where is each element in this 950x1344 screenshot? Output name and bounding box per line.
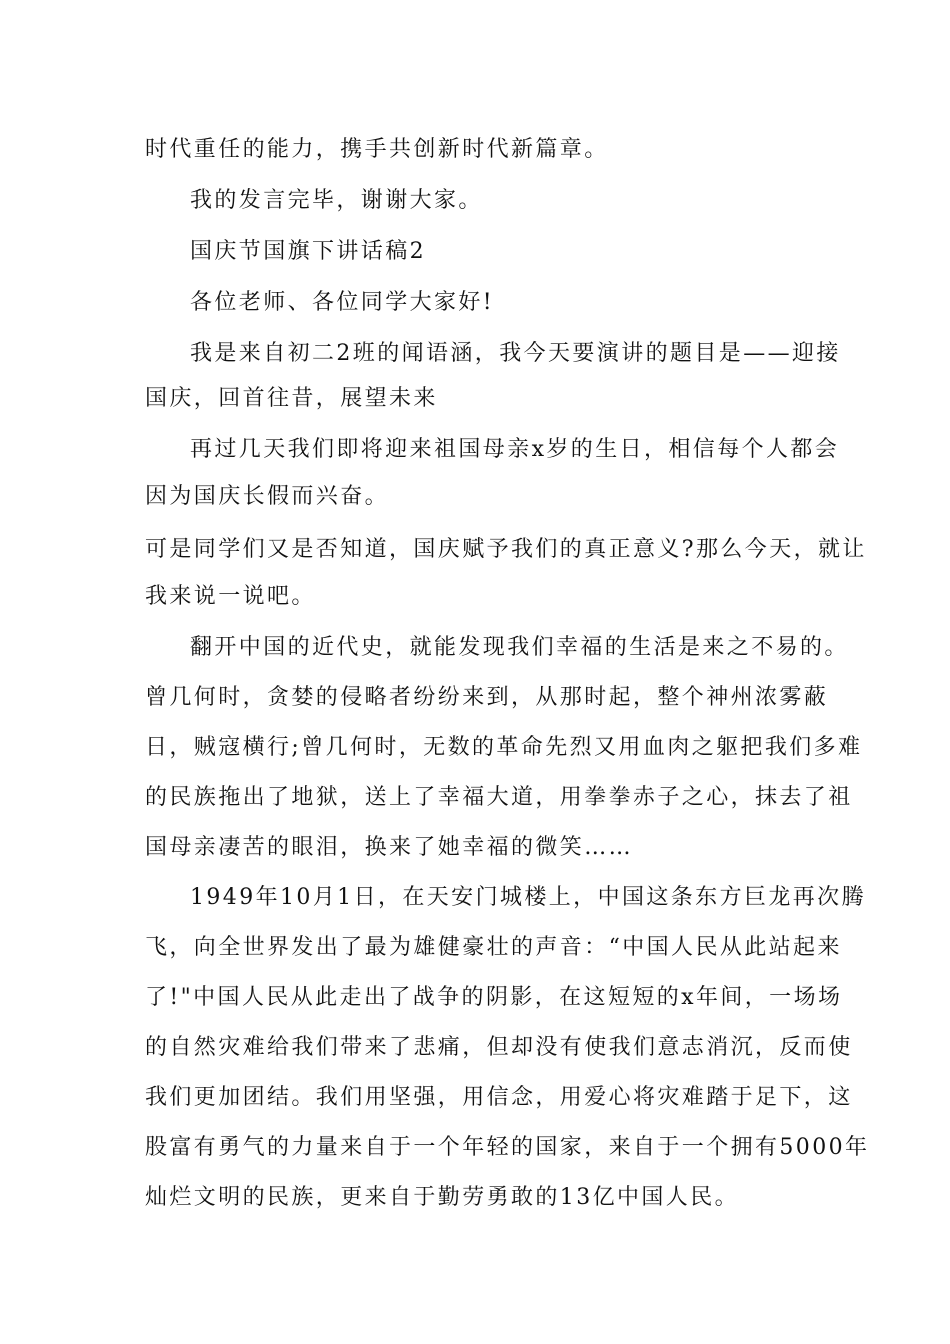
text-line: 的自然灾难给我们带来了悲痛，但却没有使我们意志消沉，反而使 (145, 1035, 853, 1060)
text-line: 灿烂文明的民族，更来自于勤劳勇敢的13亿中国人民。 (145, 1185, 739, 1210)
text-line: 的民族拖出了地狱，送上了幸福大道，用拳拳赤子之心，抹去了祖 (145, 785, 853, 810)
text-line: 各位老师、各位同学大家好! (190, 290, 495, 315)
text-line: 飞，向全世界发出了最为雄健豪壮的声音：“中国人民从此站起来 (145, 935, 842, 960)
text-line: 我来说一说吧。 (145, 584, 316, 609)
text-line: 1949年10月1日，在天安门城楼上，中国这条东方巨龙再次腾 (190, 885, 866, 910)
text-line: 我们更加团结。我们用坚强，用信念，用爱心将灾难踏于足下，这 (145, 1085, 853, 1110)
text-line: 我是来自初二2班的闻语涵，我今天要演讲的题目是——迎接 (190, 341, 841, 366)
text-line: 曾几何时，贪婪的侵略者纷纷来到，从那时起，整个神州浓雾蔽 (145, 685, 829, 710)
text-line: 日，贼寇横行;曾几何时，无数的革命先烈又用血肉之躯把我们多难 (145, 735, 863, 760)
text-line: 我的发言完毕，谢谢大家。 (190, 188, 483, 213)
text-line: 股富有勇气的力量来自于一个年轻的国家，来自于一个拥有5000年 (145, 1135, 870, 1160)
text-line: 了!"中国人民从此走出了战争的阴影，在这短短的x年间，一场场 (145, 985, 843, 1010)
text-line: 再过几天我们即将迎来祖国母亲x岁的生日，相信每个人都会 (190, 437, 840, 462)
text-line: 国庆，回首往昔，展望未来 (145, 386, 438, 411)
text-line: 时代重任的能力，携手共创新时代新篇章。 (145, 137, 609, 162)
text-line: 翻开中国的近代史，就能发现我们幸福的生活是来之不易的。 (190, 635, 849, 660)
text-line: 可是同学们又是否知道，国庆赋予我们的真正意义?那么今天，就让 (145, 537, 867, 562)
text-line: 国庆节国旗下讲话稿2 (190, 239, 426, 264)
text-line: 国母亲凄苦的眼泪，换来了她幸福的微笑…… (145, 835, 634, 860)
text-line: 因为国庆长假而兴奋。 (145, 484, 390, 509)
